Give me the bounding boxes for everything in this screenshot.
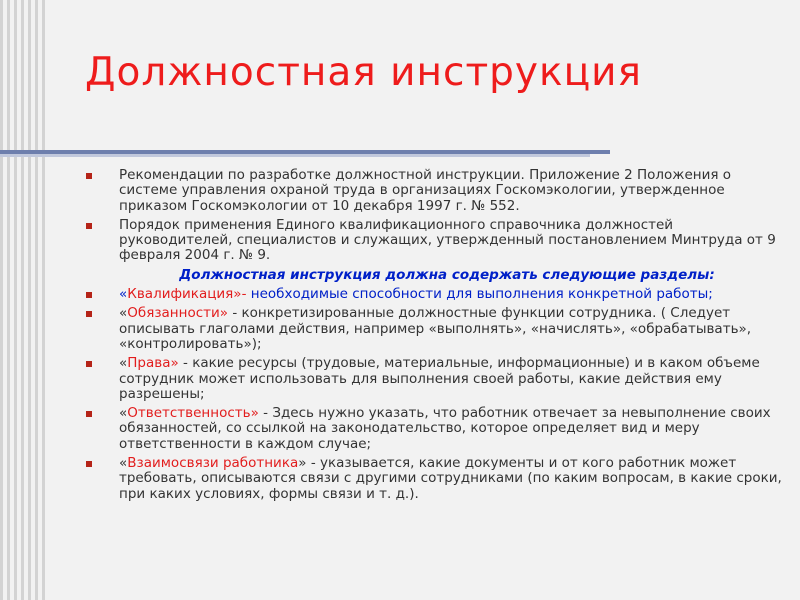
list-item [112, 306, 782, 352]
decorative-stripes [0, 0, 45, 600]
section-term: Взаимосвязи работника [127, 455, 299, 472]
list-item [112, 456, 782, 502]
list-item [112, 168, 782, 214]
bullet-square-icon [86, 311, 92, 317]
slide-content [112, 168, 782, 506]
item-text: Порядок применения Единого квалификационного справочника должностей руководителей, специалистов и служащих, утвержденный постановлением Минтруда от 9 февраля 2004 г. № 9. [119, 216, 776, 264]
list-item [112, 287, 782, 302]
open-quote: « [119, 455, 128, 472]
section-description: - Здесь нужно указать, что работник отвечает за невыполнение своих обязанностей, со ссылкой на законодательство, которое определяет вид и меру ответственности в каждом случае; [119, 405, 771, 452]
open-quote: « [119, 305, 128, 322]
list-item [112, 218, 782, 264]
section-term: Обязанности» [127, 305, 229, 322]
bullet-square-icon [86, 361, 92, 367]
section-description: - указывается, какие документы и от кого работник может требовать, описываются связи с другими сотрудниками (по каким вопросам, в какие сроки, при каких условиях, формы связи и т. д.). [119, 455, 782, 502]
section-term: Права» [127, 355, 179, 372]
open-quote: « [119, 355, 128, 372]
close-quote: » [298, 455, 307, 472]
slide-title: Должностная инструкция [85, 50, 642, 95]
bullet-square-icon [86, 411, 92, 417]
bullet-square-icon [86, 173, 92, 179]
bullet-square-icon [86, 223, 92, 229]
section-description: необходимые способности для выполнения конкретной работы; [246, 286, 713, 303]
list-item [112, 406, 782, 452]
section-description: - какие ресурсы (трудовые, материальные, информационные) и в каком объеме сотрудник может использовать для выполнения своей работы, какие действия ему разрешены; [119, 355, 760, 402]
section-term: Ответственность» [127, 405, 259, 422]
title-underline-shadow [0, 154, 590, 157]
bullet-square-icon [86, 292, 92, 298]
sections-heading: Должностная инструкция должна содержать следующие разделы: [179, 266, 715, 283]
bullet-square-icon [86, 461, 92, 467]
open-quote: « [119, 405, 128, 422]
section-term: Квалификация»- [127, 286, 247, 303]
open-quote: « [119, 286, 128, 303]
item-text: Рекомендации по разработке должностной инструкции. Приложение 2 Положения о системе управления охраной труда в организациях Госкомэкологии, утвержденное приказом Госкомэкологии от 10 декабря 1997 г. № 552. [119, 167, 732, 214]
section-description: - конкретизированные должностные функции сотрудника. ( Следует описывать глаголами действия, например «выполнять», «начислять», «обрабатывать», «контролировать»); [119, 305, 752, 352]
list-item [112, 356, 782, 402]
